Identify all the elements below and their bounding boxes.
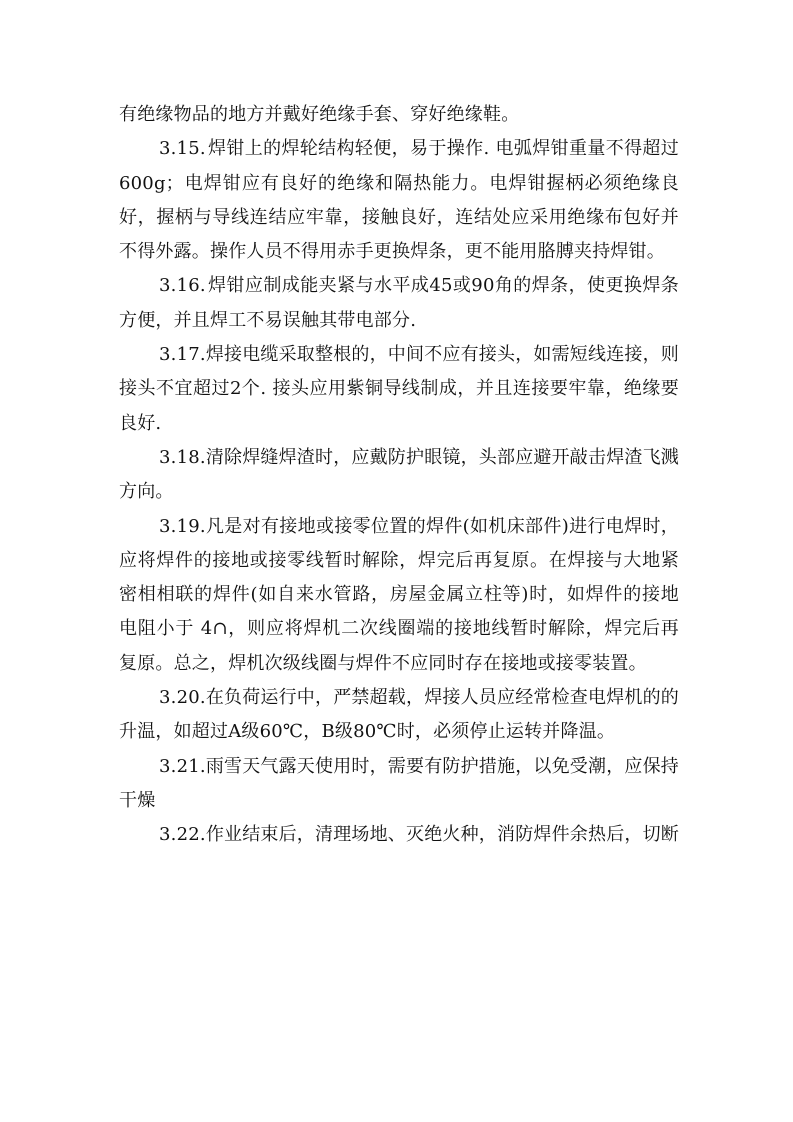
paragraph-number: 3.15. bbox=[159, 138, 206, 160]
document-body bbox=[119, 98, 679, 853]
paragraph-3-18 bbox=[119, 441, 679, 510]
paragraph-number: 3.17. bbox=[159, 344, 206, 366]
paragraph-3-20 bbox=[119, 681, 679, 750]
paragraph-3-16 bbox=[119, 269, 679, 338]
paragraph-text: 焊钳应制成能夹紧与水平成45或90角的焊条，使更换焊条方便，并且焊工不易误触其带电部分. bbox=[119, 275, 679, 331]
paragraph-number: 3.19. bbox=[159, 515, 206, 537]
paragraph-number: 3.16. bbox=[159, 275, 206, 297]
paragraph-text: 有绝缘物品的地方并戴好绝缘手套、穿好绝缘鞋。 bbox=[119, 104, 520, 125]
paragraph-number: 3.22. bbox=[159, 824, 206, 846]
paragraph-text: 焊钳上的焊轮结构轻便，易于操作. 电弧焊钳重量不得超过600g；电焊钳应有良好的绝缘和隔热能力。电焊钳握柄必须绝缘良好，握柄与导线连结应牢靠，接触良好，连结处应采用绝缘布包好并不得外露。操作人员不得用赤手更换焊条，更不能用胳膊夹持焊钳。 bbox=[119, 138, 679, 263]
paragraph-3-15 bbox=[119, 132, 679, 269]
paragraph-3-22 bbox=[119, 818, 679, 852]
paragraph-continuation bbox=[119, 98, 679, 132]
paragraph-text: 凡是对有接地或接零位置的焊件(如机床部件)进行电焊时，应将焊件的接地或接零线暂时解除，焊完后再复原。在焊接与大地紧密相相联的焊件(如自来水管路，房屋金属立柱等)时，如焊件的接地电阻小于 4∩，则应将焊机二次线圈端的接地线暂时解除，焊完后再复原。总之，焊机次级线圈与焊件不应同时存在接地或接零装置。 bbox=[119, 515, 679, 674]
paragraph-number: 3.20. bbox=[159, 687, 206, 709]
paragraph-text: 雨雪天气露天使用时，需要有防护措施，以免受潮，应保持干燥 bbox=[119, 755, 680, 811]
paragraph-text: 在负荷运行中，严禁超载，焊接人员应经常检查电焊机的的升温，如超过A级60℃，B级80℃时，必须停止运转并降温。 bbox=[119, 687, 680, 743]
paragraph-3-19 bbox=[119, 510, 679, 681]
paragraph-number: 3.21. bbox=[159, 755, 206, 777]
paragraph-text: 清除焊缝焊渣时，应戴防护眼镜，头部应避开敲击焊渣飞溅方向。 bbox=[119, 446, 680, 503]
paragraph-number: 3.18. bbox=[159, 446, 206, 468]
paragraph-text: 作业结束后，清理场地、灭绝火种，消防焊件余热后，切断 bbox=[205, 824, 680, 846]
paragraph-3-17 bbox=[119, 338, 679, 441]
paragraph-text: 焊接电缆采取整根的，中间不应有接头，如需短线连接，则接头不宜超过2个. 接头应用紫铜导线制成，并且连接要牢靠，绝缘要良好. bbox=[119, 344, 680, 434]
paragraph-3-21 bbox=[119, 750, 679, 819]
